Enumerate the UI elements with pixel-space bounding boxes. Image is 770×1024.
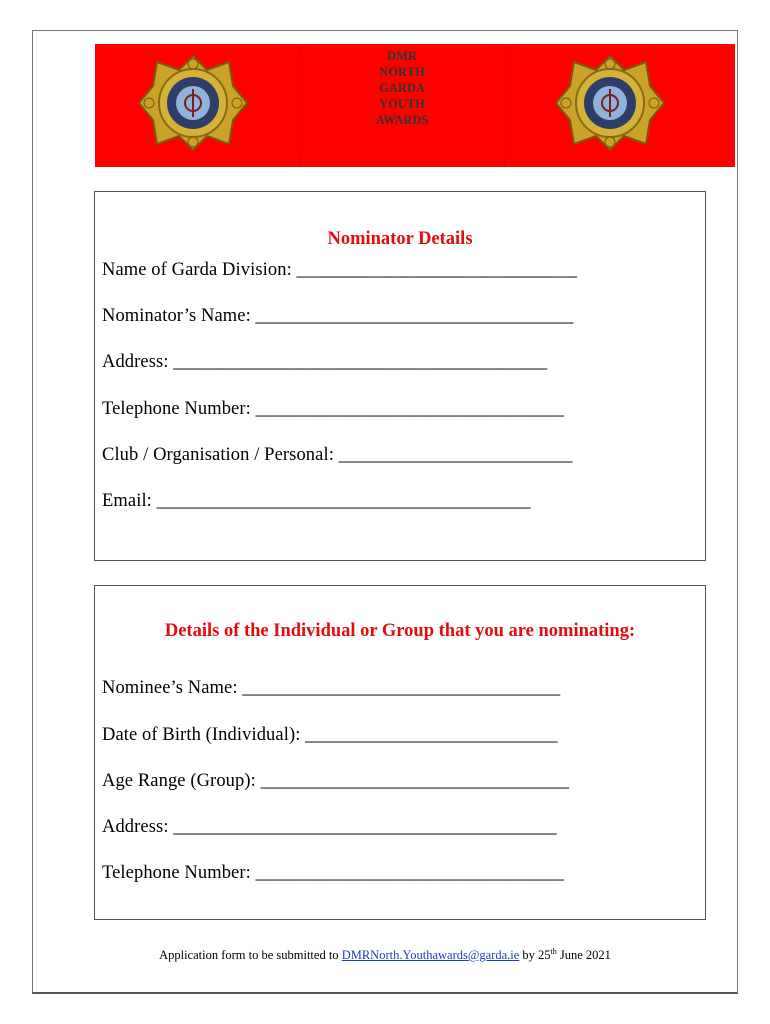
footer-ordinal: th — [550, 947, 557, 956]
submission-note — [33, 947, 737, 963]
footer-date: June 2021 — [556, 948, 611, 963]
garda-division-field[interactable]: Name of Garda Division: ______________________________ — [102, 260, 578, 280]
banner-title-cell — [300, 44, 505, 167]
banner-right-cell — [505, 44, 735, 167]
nominator-email-field[interactable]: Email: ________________________________________ — [102, 491, 531, 511]
nominator-telephone-field[interactable]: Telephone Number: _________________________________ — [102, 399, 565, 419]
garda-crest-icon — [137, 54, 249, 152]
banner-left-cell — [95, 44, 300, 167]
footer-prefix: Application form to be submitted to — [159, 948, 342, 963]
nominee-address-field[interactable]: Address: _________________________________________ — [102, 817, 557, 837]
nominee-name-field[interactable]: Nominee’s Name: __________________________________ — [102, 678, 561, 698]
form-page — [32, 30, 738, 994]
date-of-birth-field[interactable]: Date of Birth (Individual): ___________________________ — [102, 725, 558, 745]
footer-by: by 25 — [519, 948, 551, 963]
age-range-field[interactable]: Age Range (Group): _________________________________ — [102, 771, 570, 791]
banner-title-line: AWARDS — [375, 113, 429, 127]
garda-crest-icon — [554, 54, 666, 152]
banner-title-line: GARDA — [379, 81, 425, 95]
nominee-telephone-field[interactable]: Telephone Number: _________________________________ — [102, 863, 565, 883]
nominator-heading: Nominator Details — [327, 229, 473, 249]
nominee-heading: Details of the Individual or Group that you are nominating: — [164, 621, 636, 641]
club-organisation-field[interactable]: Club / Organisation / Personal: _________________________ — [102, 445, 573, 465]
banner-title-line: YOUTH — [379, 97, 425, 111]
nominator-address-field[interactable]: Address: ________________________________________ — [102, 352, 548, 372]
header-banner — [95, 44, 735, 167]
banner-title-line: DMR — [387, 49, 417, 63]
nominator-name-field[interactable]: Nominator’s Name: __________________________________ — [102, 306, 574, 326]
submission-email-link[interactable]: DMRNorth.Youthawards@garda.ie — [341, 948, 520, 963]
nominator-details-box — [94, 191, 706, 561]
banner-title — [300, 48, 504, 128]
banner-title-line: NORTH — [379, 65, 425, 79]
nominee-details-box — [94, 585, 706, 920]
